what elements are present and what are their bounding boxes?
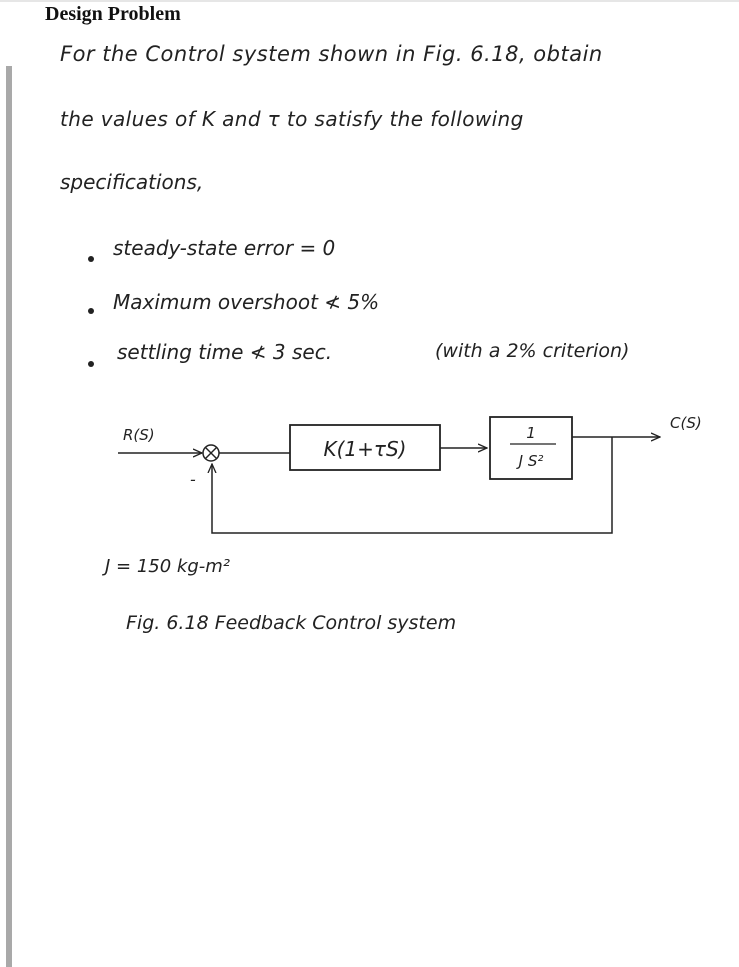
spec-settling-time: settling time ≮ 3 sec. [117, 340, 333, 364]
inertia-parameter: J = 150 kg-m² [105, 556, 231, 577]
controller-label: K(1+τS) [323, 437, 407, 461]
spec-steady-state-error: steady-state error = 0 [113, 236, 336, 260]
spec-settling-criterion: (with a 2% criterion) [435, 340, 630, 362]
problem-line-1: For the Control system shown in Fig. 6.18, obtain [60, 42, 603, 66]
spec-maximum-overshoot: Maximum overshoot ≮ 5% [113, 290, 380, 314]
feedback-path [212, 437, 612, 533]
plant-denominator: J S² [518, 452, 544, 470]
problem-line-3: specifications, [60, 170, 204, 194]
plant-numerator: 1 [526, 424, 536, 442]
input-label: R(S) [123, 426, 155, 444]
figure-caption: Fig. 6.18 Feedback Control system [126, 612, 457, 634]
summing-sign: - [190, 470, 196, 489]
output-label: C(S) [670, 414, 702, 432]
page-title: Design Problem [45, 3, 181, 25]
summing-junction-icon [203, 445, 219, 461]
problem-line-2: the values of K and τ to satisfy the following [60, 107, 524, 131]
